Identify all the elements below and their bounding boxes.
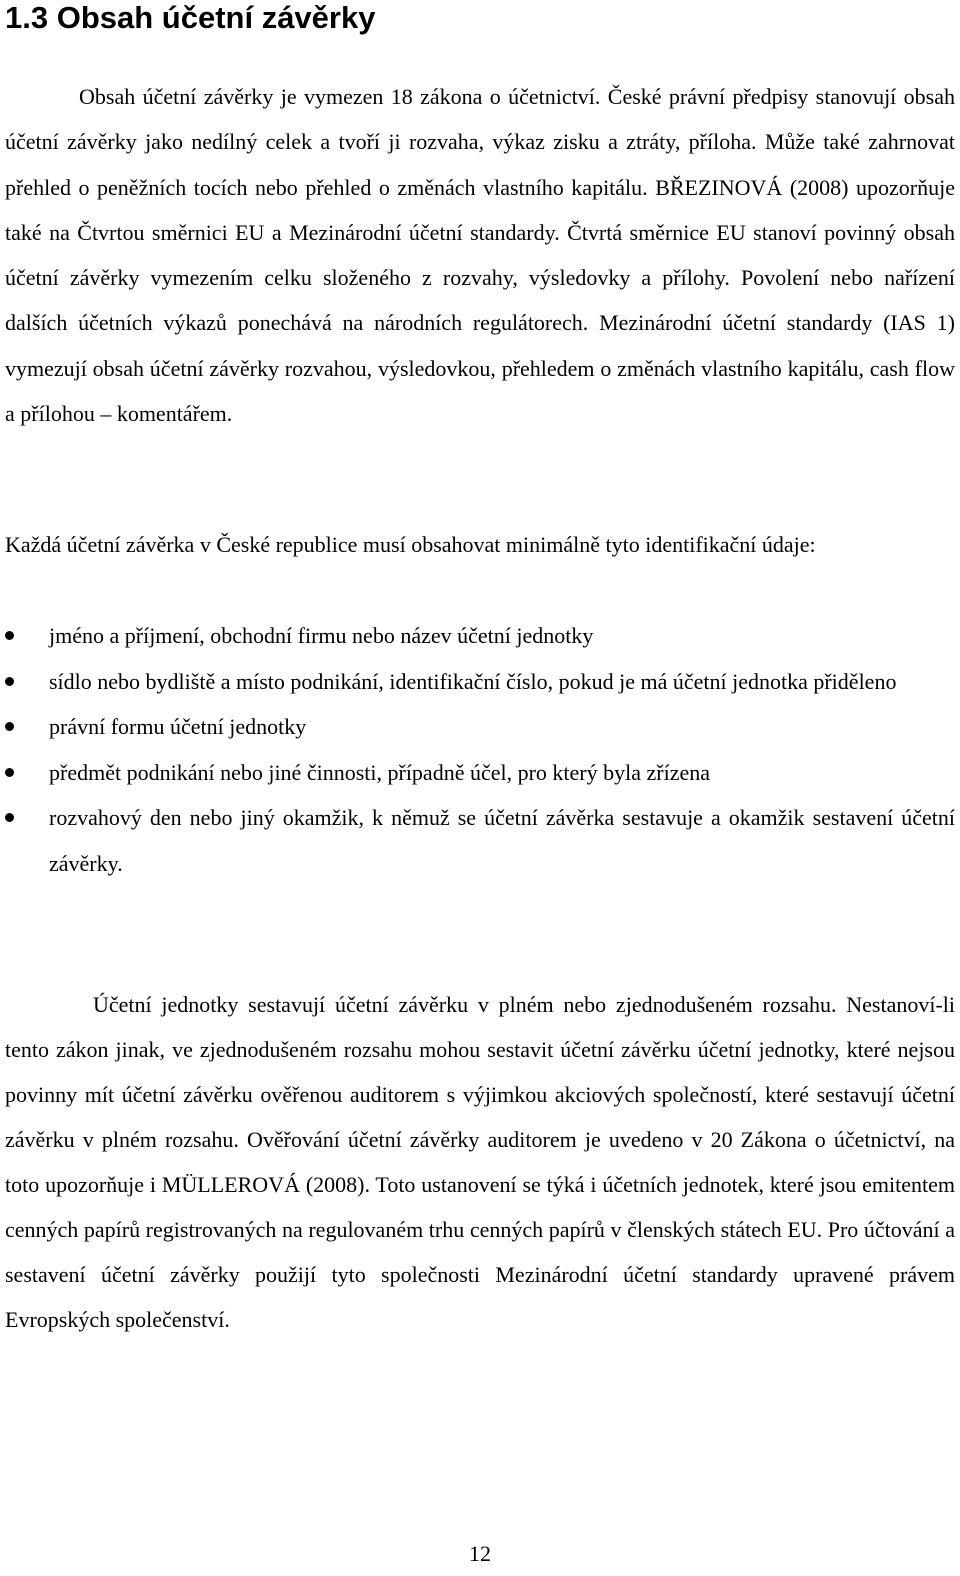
paragraph-scope: Účetní jednotky sestavují účetní závěrku v plném nebo zjednodušeném rozsahu. Nestanoví-li tento zákon jinak, ve zjednodušeném rozsahu mohou sestavit účetní závěrku účetní jednotky, které nejsou povinny mít účetní závěrku ověřenou auditorem s výjimkou akciových společností, které sestavují účetní závěrku v plném rozsahu. Ověřování účetní závěrky auditorem je uvedeno v 20 Zákona o účetnictví, na toto upozorňuje i MÜLLEROVÁ (2008). Toto ustanovení se týká i účetních jednotek, které jsou emitentem cenných papírů registrovaných na regulovaném trhu cenných papírů v členských státech EU. Pro účtování a sestavení účetní závěrky použijí tyto společnosti Mezinárodní účetní standardy upravené právem Evropských společenství. <box>5 992 955 1332</box>
list-item-text: předmět podnikání nebo jiné činnosti, případně účel, pro který byla zřízena <box>49 759 710 785</box>
list-item <box>5 795 955 886</box>
bullet-icon <box>5 768 14 777</box>
paragraph-identification: Každá účetní závěrka v České republice musí obsahovat minimálně tyto identifikační údaje: <box>5 532 816 557</box>
list-item-text: sídlo nebo bydliště a místo podnikání, identifikační číslo, pokud je má účetní jednotka přiděleno <box>49 668 897 694</box>
paragraph-intro: Obsah účetní závěrky je vymezen 18 zákona o účetnictví. České právní předpisy stanovují obsah účetní závěrky jako nedílný celek a tvoří ji rozvaha, výkaz zisku a ztráty, příloha. Může také zahrnovat přehled o peněžních tocích nebo přehled o změnách vlastního kapitálu. BŘEZINOVÁ (2008) upozorňuje také na Čtvrtou směrnici EU a Mezinárodní účetní standardy. Čtvrtá směrnice EU stanoví povinný obsah účetní závěrky vymezením celku složeného z rozvahy, výsledovky a přílohy. Povolení nebo nařízení dalších účetních výkazů ponechává na národních regulátorech. Mezinárodní účetní standardy (IAS 1) vymezují obsah účetní závěrky rozvahou, výsledovkou, přehledem o změnách vlastního kapitálu, cash flow a přílohou – komentářem. <box>5 84 955 427</box>
bullet-icon <box>5 631 14 640</box>
page-number: 12 <box>469 1541 491 1566</box>
list-item-text: právní formu účetní jednotky <box>49 714 307 740</box>
list-item-text: jméno a příjmení, obchodní firmu nebo název účetní jednotky <box>49 623 594 648</box>
bullet-icon <box>5 722 14 731</box>
list-item-text: rozvahový den nebo jiný okamžik, k němuž se účetní závěrka sestavuje a okamžik sestavení účetní závěrky. <box>49 805 955 876</box>
list-item <box>5 704 955 750</box>
bullet-icon <box>5 677 14 686</box>
list-item <box>5 613 955 659</box>
identification-list <box>5 613 955 887</box>
list-item <box>5 750 955 796</box>
list-item <box>5 659 955 705</box>
section-heading: 1.3 Obsah účetní závěrky <box>5 0 376 35</box>
bullet-icon <box>5 813 14 822</box>
